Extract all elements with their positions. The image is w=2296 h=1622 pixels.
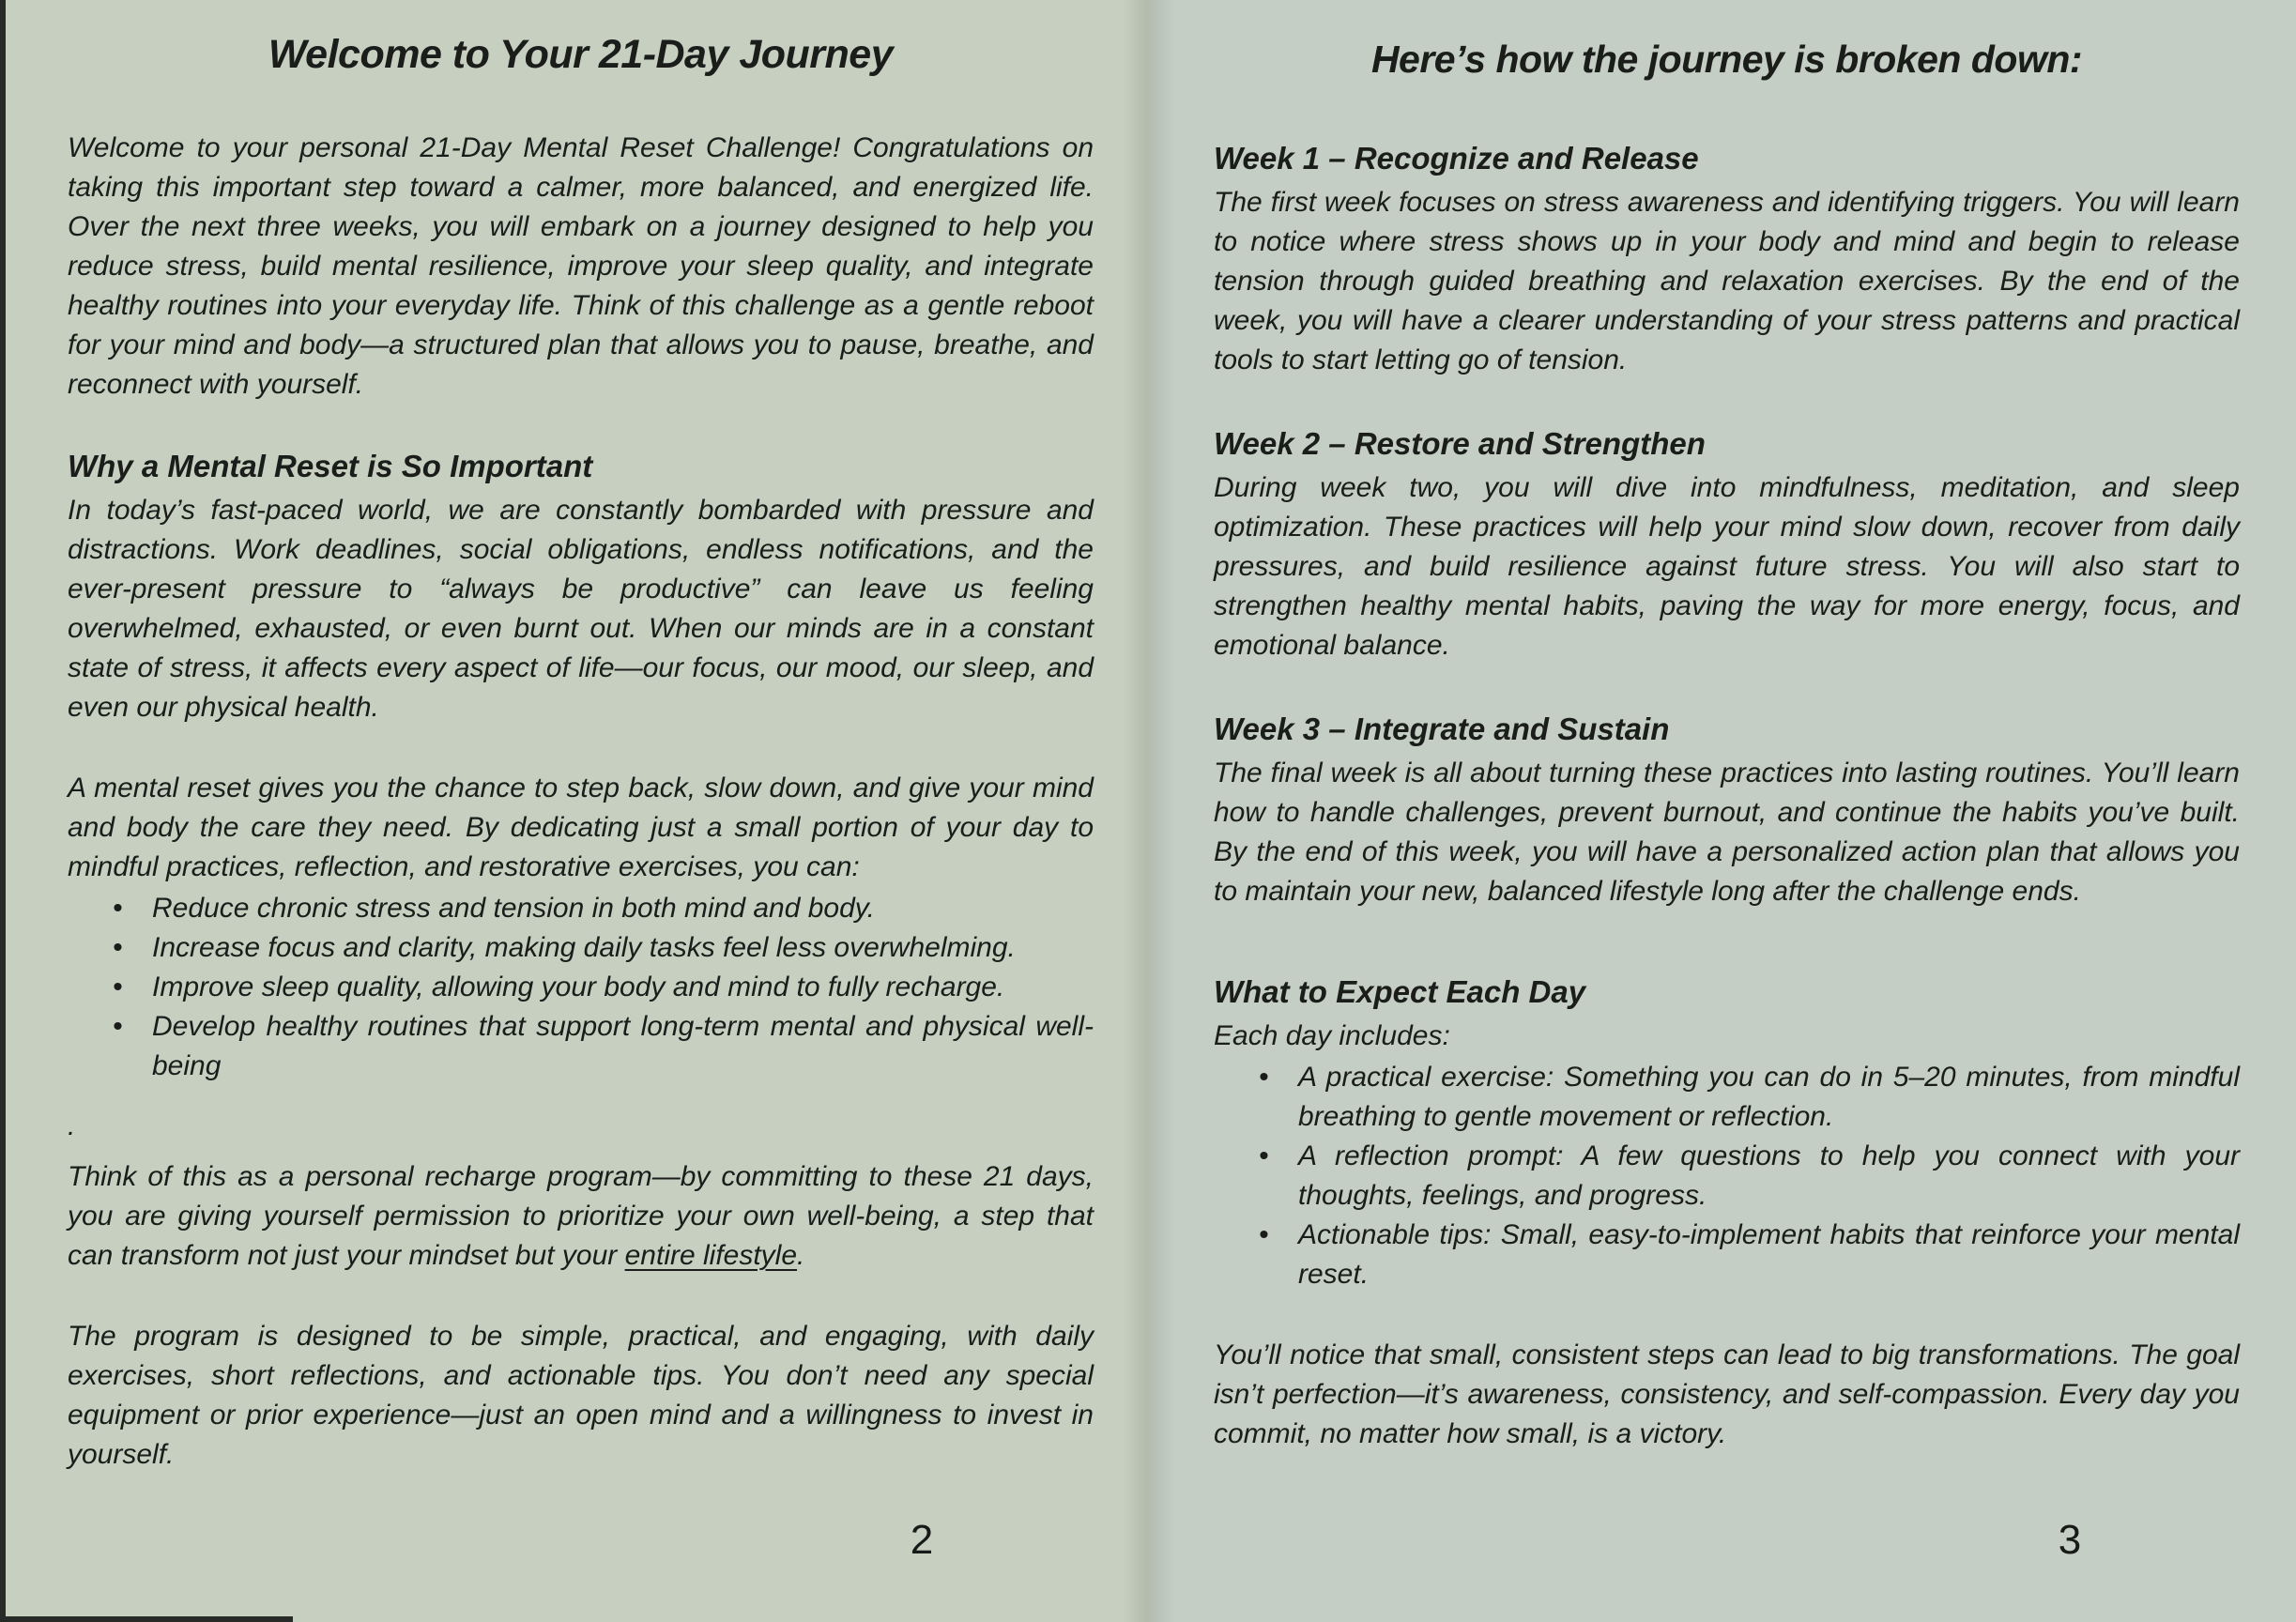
benefits-lead-paragraph: A mental reset gives you the chance to step back, slow down, and give your mind and body the care they need. By dedicating just a small portion of your day to mindful practices, reflection, and restorative exercises, you can:: [68, 773, 1094, 882]
scan-edge-bottom: [0, 1616, 293, 1622]
page-number-left: 2: [910, 1517, 934, 1563]
benefits-list: [68, 889, 1094, 1086]
week2-paragraph: During week two, you will dive into mindfulness, meditation, and sleep optimization. These practices will help your mind slow down, recover from daily pressures, and build resilience against future stress. You will also start to strengthen healthy mental habits, paving the way for more energy, focus, and emotional balance.: [1214, 472, 2240, 661]
week3-heading: Week 3 – Integrate and Sustain: [1214, 712, 1670, 746]
expect-intro: Each day includes:: [1214, 1020, 1450, 1051]
expect-list: [1214, 1058, 2240, 1294]
benefit-item: • Improve sleep quality, allowing your body and mind to fully recharge.: [68, 968, 1094, 1007]
benefit-item: • Develop healthy routines that support long-term mental and physical well-being: [68, 1007, 1094, 1086]
right-page-title: Here’s how the journey is broken down:: [1370, 38, 2083, 81]
why-reset-paragraph: In today’s fast-paced world, we are constantly bombarded with pressure and distractions. Work deadlines, social obligations, endless notifications, and the ever-present pressure to “always be productive” can leave us feeling overwhelmed, exhausted, or even burnt out. When our minds are in a constant state of stress, it affects every aspect of life—our focus, our mood, our sleep, and even our physical health.: [68, 495, 1094, 723]
expect-heading: What to Expect Each Day: [1214, 974, 1586, 1009]
benefit-item: • Reduce chronic stress and tension in both mind and body.: [68, 889, 1094, 928]
recharge-text-start: Think of this as a personal recharge program—by committing to these 21 days, you are giving yourself permission to prioritize your own well-being, a step that can transform not just your mindset but your: [68, 1161, 1094, 1271]
why-reset-heading: Why a Mental Reset is So Important: [68, 449, 593, 483]
recharge-text-end: .: [797, 1240, 805, 1271]
scan-edge-left: [0, 0, 6, 1622]
stray-period: .: [68, 1110, 76, 1141]
intro-paragraph: Welcome to your personal 21-Day Mental Reset Challenge! Congratulations on taking this important step toward a calmer, more balanced, and energized life. Over the next three weeks, you will embark on a journey designed to help you reduce stress, build mental resilience, improve your sleep quality, and integrate healthy routines into your everyday life. Think of this challenge as a gentle reboot for your mind and body—a structured plan that allows you to pause, breathe, and reconnect with yourself.: [68, 132, 1094, 400]
expect-item: • A reflection prompt: A few questions to help you connect with your thoughts, feelings, and progress.: [1214, 1137, 2240, 1216]
closing-paragraph: You’ll notice that small, consistent steps can lead to big transformations. The goal isn’t perfection—it’s awareness, consistency, and self-compassion. Every day you commit, no matter how small, is a victory.: [1214, 1339, 2240, 1449]
expect-item: • Actionable tips: Small, easy-to-implement habits that reinforce your mental reset.: [1214, 1216, 2240, 1294]
week1-paragraph: The first week focuses on stress awareness and identifying triggers. You will learn to notice where stress shows up in your body and mind and begin to release tension through guided breathing and relaxation exercises. By the end of the week, you will have a clearer understanding of your stress patterns and practical tools to start letting go of tension.: [1214, 187, 2240, 375]
recharge-paragraph: [68, 1157, 1094, 1276]
benefit-item: • Increase focus and clarity, making daily tasks feel less overwhelming.: [68, 928, 1094, 968]
left-page-title: Welcome to Your 21-Day Journey: [268, 32, 894, 77]
week2-heading: Week 2 – Restore and Strengthen: [1214, 426, 1706, 461]
week3-paragraph: The final week is all about turning these practices into lasting routines. You’ll learn how to handle challenges, prevent burnout, and continue the habits you’ve built. By the end of this week, you will have a personalized action plan that allows you to maintain your new, balanced lifestyle long after the challenge ends.: [1214, 757, 2240, 907]
week1-heading: Week 1 – Recognize and Release: [1214, 141, 1699, 176]
recharge-underlined-text: entire lifestyle: [624, 1240, 798, 1271]
page-right: [1148, 0, 2296, 1622]
expect-item: • A practical exercise: Something you can do in 5–20 minutes, from mindful breathing to gentle movement or reflection.: [1214, 1058, 2240, 1137]
page-number-right: 3: [2058, 1517, 2082, 1563]
program-paragraph: The program is designed to be simple, practical, and engaging, with daily exercises, short reflections, and actionable tips. You don’t need any special equipment or prior experience—just an open mind and a willingness to invest in yourself.: [68, 1321, 1094, 1470]
